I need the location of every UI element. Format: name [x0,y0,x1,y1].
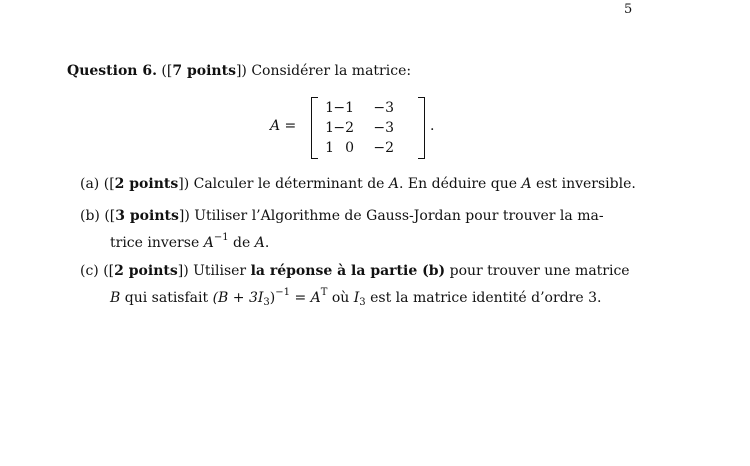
part-c-sub3: 3 [359,297,366,308]
part-c-text-pre: Utiliser [193,263,247,279]
part-a-text3: est inversible. [536,176,636,192]
part-c-expr-close: ) [269,290,276,306]
part-c-text-post: pour trouver une matrice [449,263,630,279]
part-c: (c) ([2 points]) Utiliser la réponse à la partie (b) pour trouver une matrice B qui satisfait $(B + 3I_3)^{-1} = A^T$ où $I_3$ est la matrice identité d’ordre 3. [80,263,630,308]
part-b-points: 3 points [115,208,179,224]
matrix-cell: −3 [373,120,394,136]
matrix-cell: 1 [325,120,334,136]
equation-end: . [430,118,435,134]
matrix-cell: −2 [333,120,354,136]
points-close: ]) [235,63,247,79]
part-b-label: (b) [80,208,100,224]
part-b: (b) ([3 points]) Utiliser l’Algorithme de Gauss-Jordan pour trouver la ma- trice inverse $A^{-1}$ de A. [80,208,604,251]
part-a-var: A [388,176,400,192]
question-points: 7 points [172,63,236,79]
question-heading [67,63,411,79]
part-c-label: (c) [80,263,99,279]
part-c-emph: la réponse à la partie (b) [250,263,446,279]
part-b-line2-end: . [264,235,270,251]
part-c-line2a: qui satisfait [124,290,209,306]
part-c-line2c: est la matrice identité d’ordre 3. [370,290,602,306]
part-a-var2: A [521,176,532,192]
part-c-var3: I [353,290,360,306]
matrix-cell: −3 [373,100,394,116]
page-number: 5 [624,2,633,17]
part-b-line2-pre: trice inverse [110,235,200,251]
matrix-cell: 1 [325,140,334,156]
question-text: Considérer la matrice: [251,63,412,79]
matrix-cell: −1 [333,100,354,116]
part-a-label: (a) [80,176,100,192]
bracket-right [418,97,425,159]
matrix-a [322,98,417,158]
part-c-var: B [110,290,121,306]
matrix-cell: 0 [345,140,354,156]
part-a-text: Calculer le déterminant de [193,176,385,192]
part-a: (a) ([2 points]) Calculer le déterminant de A. En déduire que A est inversible. [80,176,636,192]
part-c-sup: −1 [275,287,290,298]
part-b-var2: A [254,235,265,251]
equation-lhs: A = [270,118,297,134]
part-c-points: 2 points [114,263,178,279]
part-c-sub: 3 [263,297,270,308]
part-c-sup2: T [320,287,328,298]
part-a-text2: . En déduire que [399,176,518,192]
part-a-points: 2 points [114,176,179,192]
matrix-cell: −2 [373,140,394,156]
question-label: Question 6. [67,63,157,79]
part-c-eq: = A [294,290,321,306]
part-b-line1: Utiliser l’Algorithme de Gauss-Jordan pour trouver la ma- [194,208,604,224]
points-open: ([ [161,63,173,79]
matrix-cell: 1 [325,100,334,116]
part-b-var: A [203,235,214,251]
part-c-expr: (B + 3I [212,290,264,306]
part-b-line2-mid: de [233,235,251,251]
part-c-line2b: où [331,290,350,306]
part-b-sup: −1 [213,232,229,243]
matrix-equation [270,97,450,160]
